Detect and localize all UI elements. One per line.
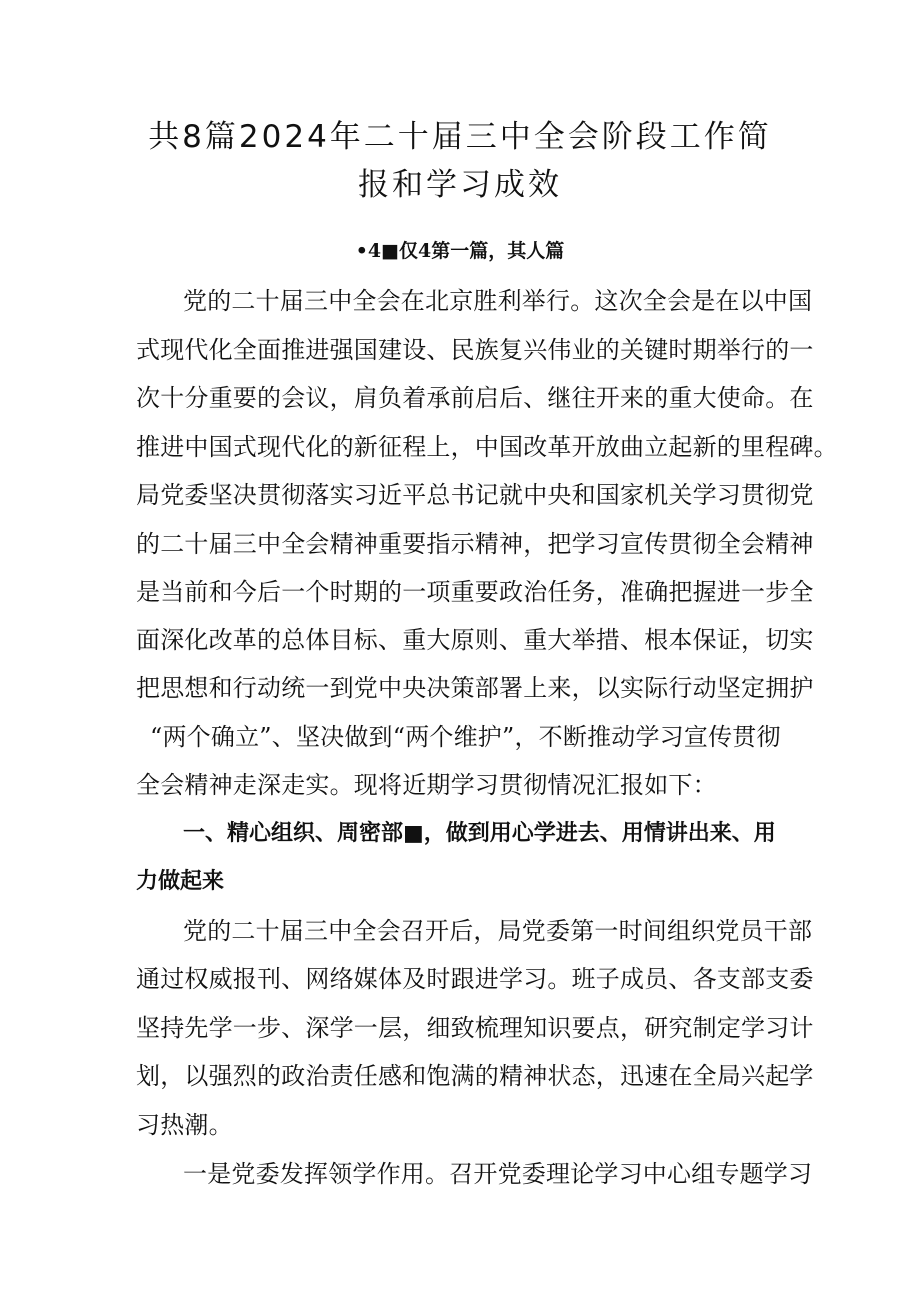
paragraph-line: 坚持先学一步、深学一层，细致梳理知识要点，研究制定学习计 <box>136 1014 814 1042</box>
paragraph-line: 党的二十届三中全会在北京胜利举行。这次全会是在以中国 <box>183 287 813 315</box>
paragraph-line: 全会精神走深走实。现将近期学习贯彻情况汇报如下： <box>136 771 717 799</box>
document-title-line-2: 报和学习成效 <box>358 167 562 203</box>
paragraph-line: 党的二十届三中全会召开后，局党委第一时间组织党员干部 <box>183 917 813 945</box>
document-title-line-1: 共8篇2024年二十届三中全会阶段工作简 <box>148 119 772 155</box>
paragraph-line: “两个确立”、坚决做到“两个维护”，不断推动学习宣传贯彻 <box>150 723 781 751</box>
paragraph-line: 划，以强烈的政治责任感和饱满的精神状态，迅速在全局兴起学 <box>136 1062 814 1090</box>
section-heading-line: 力做起来 <box>136 869 225 894</box>
paragraph-line: 的二十届三中全会精神重要指示精神，把学习宣传贯彻全会精神 <box>136 530 814 558</box>
paragraph-line: 把思想和行动统一到党中央决策部署上来，以实际行动坚定拥护 <box>136 674 814 702</box>
paragraph-line: 面深化改革的总体目标、重大原则、重大举措、根本保证，切实 <box>136 626 814 654</box>
paragraph-line: 局党委坚决贯彻落实习近平总书记就中央和国家机关学习贯彻党 <box>136 481 814 509</box>
paragraph-line: 次十分重要的会议，肩负着承前启后、继往开来的重大使命。在 <box>136 384 814 412</box>
paragraph-line: 通过权威报刊、网络媒体及时跟进学习。班子成员、各支部支委 <box>136 965 814 993</box>
paragraph-line: 推进中国式现代化的新征程上，中国改革开放曲立起新的里程碑。 <box>136 433 838 461</box>
document-subtitle: •4■仅4第一篇，其人篇 <box>355 240 565 262</box>
paragraph-line: 一是党委发挥领学作用。召开党委理论学习中心组专题学习 <box>183 1160 813 1188</box>
paragraph-line: 式现代化全面推进强国建设、民族复兴伟业的关键时期举行的一 <box>136 336 814 364</box>
paragraph-line: 习热潮。 <box>136 1111 233 1139</box>
paragraph-line: 是当前和今后一个时期的一项重要政治任务，准确把握进一步全 <box>136 578 814 606</box>
section-heading-line: 一、精心组织、周密部■，做到用心学进去、用情讲出来、用 <box>183 821 776 846</box>
